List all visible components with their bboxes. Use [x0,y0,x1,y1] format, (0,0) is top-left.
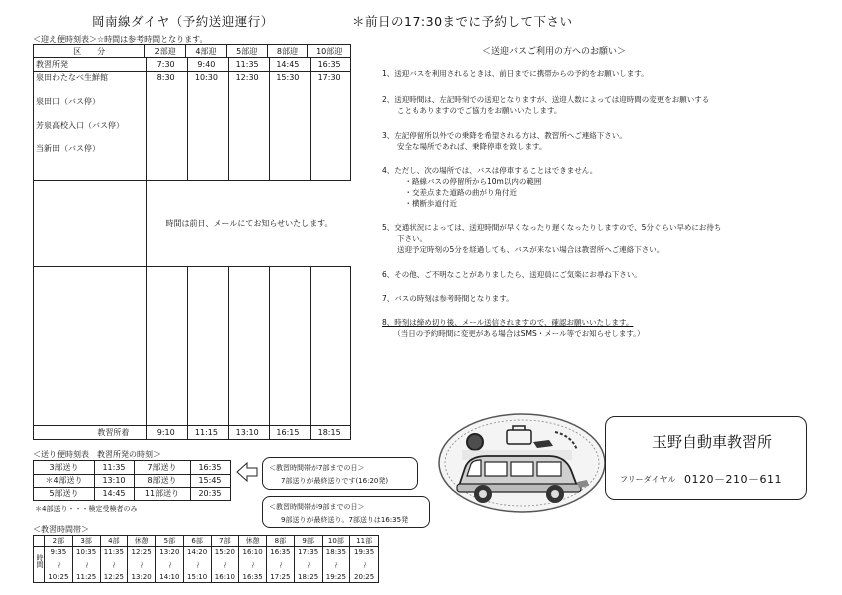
drop-time: 16:35 [198,463,222,473]
drop-label: ＊4部送り [45,476,83,486]
pickup-time: 11:35 [235,60,259,69]
period-dash: 〜 [304,561,313,568]
phone-number[interactable]: 0120－210－611 [684,473,782,486]
period-time-cell [45,547,73,582]
notice-item: 2、送迎時間は、左記時刻での送迎となりますが、送迎人数によっては迎時間の変更をお願いする こともありますのでご協力をお願いいたします。 [382,95,710,115]
period-start: 11:35 [103,548,124,556]
drop-timetable [33,460,231,501]
period-dash: 〜 [276,561,285,568]
arrival-time: 18:15 [317,428,341,437]
period-time-cell [267,547,295,582]
pickup-caption: ＜迎え便時刻表＞☆時間は参考時間となります。 [33,35,208,44]
period-caption: ＜教習時間帯＞ [33,525,89,534]
period-label: 8部 [267,536,295,546]
period-label: 3部 [73,536,101,546]
period-end: 16:35 [242,573,263,581]
arrival-row [34,426,350,439]
pickup-row [34,58,350,71]
notice-item: 5、交通状況によっては、送迎時間が早くなったり遅くなったりしますので、5分ぐらい早めにお待ち 下さい。 送迎予定時刻の5分を経過しても、バスが来ない場合は教習所へご連絡下さい。 [382,223,722,254]
period-time-cell [73,547,101,582]
period-start: 12:25 [131,548,152,556]
drop-time: 14:45 [102,489,126,499]
period-end: 17:25 [270,573,291,581]
drop-label: 7部送り [147,463,177,473]
drop-label: 8部送り [147,476,177,486]
callout-9-period: ＜教習時間帯が9部までの日＞ 9部送りが最終送り。7部送りは16:35発 [262,496,430,528]
period-time-cell [295,547,323,582]
period-time-cell [212,547,240,582]
arrival-time: 9:10 [156,428,175,437]
period-dash: 〜 [193,561,202,568]
period-dash: 〜 [360,561,369,568]
period-start: 18:35 [325,548,346,556]
time-notice-cell [147,181,351,266]
period-dash: 〜 [248,561,257,568]
period-time-cell [128,547,156,582]
period-label: 10部 [323,536,351,546]
arrival-time: 16:15 [276,428,300,437]
period-dash: 〜 [82,561,91,568]
period-start: 19:35 [354,548,375,556]
pickup-header-period: 8部迎 [268,45,309,57]
period-time-cell [323,547,351,582]
page-title: 岡南線ダイヤ（予約送迎運行） [92,14,274,29]
stop-name: 泉田わたなべ生鮮館 [36,73,108,82]
period-end: 10:25 [48,573,69,581]
drop-row [34,487,230,500]
period-side-label: 時間 [36,554,44,568]
notice-item: 8、時刻は締め切り後、メール送信されますので、確認お願いいたします。 （当日の予約時間に変更がある場合はSMS・メール等でお知らせします。） [382,318,645,338]
period-start: 15:20 [214,548,235,556]
period-end: 11:25 [76,573,97,581]
period-start: 14:20 [187,548,208,556]
notice-item: 7、バスの時刻は参考時間となります。 [382,294,514,303]
pickup-timetable [33,44,351,440]
period-label: 休憩 [239,536,267,546]
pickup-time: 12:30 [235,73,259,82]
period-time-cell [101,547,129,582]
period-time-cell [350,547,378,582]
pickup-header-period: 4部迎 [186,45,227,57]
period-header-row [34,536,378,547]
period-end: 15:10 [187,573,208,581]
arrival-label: 教習所着 [97,428,130,437]
pickup-header-period: 2部迎 [145,45,186,57]
drop-label: 5部送り [49,489,79,499]
drop-caption: ＜送り便時刻表 教習所発の時刻＞ [33,450,161,459]
stop-name: 芳泉高校入口（バス停） [36,121,124,130]
pickup-time: 8:30 [156,73,175,82]
period-start: 10:35 [76,548,97,556]
period-end: 20:25 [354,573,375,581]
period-start: 9:35 [50,548,67,556]
callout-7-period: ＜教習時間帯が7部までの日＞ 7部送りが最終送りです(16:20発) [262,457,418,490]
period-label: 11部 [356,537,373,545]
reservation-deadline-note: ＊前日の17:30までに予約して下さい [352,14,573,29]
drop-time: 20:35 [198,489,222,499]
period-label: 4部 [101,536,129,546]
period-label: 休憩 [128,536,156,546]
period-dash: 〜 [54,561,63,568]
period-times-row [34,547,378,582]
period-dash: 〜 [165,561,174,568]
notice-item: 1、送迎バスを利用されるときは、前日までに携帯からの予約をお願いします。 [382,69,649,78]
period-time-cell [184,547,212,582]
period-start: 13:20 [159,548,180,556]
period-dash: 〜 [220,561,229,568]
drop-row [34,461,230,474]
drop-label: 3部送り [49,463,79,473]
period-end: 18:25 [298,573,319,581]
period-time-cell [239,547,267,582]
pickup-time: 9:40 [197,60,216,69]
pickup-time: 16:35 [317,60,341,69]
period-label: 7部 [212,536,240,546]
pickup-time: 15:30 [276,73,300,82]
pickup-time: 14:45 [276,60,300,69]
period-start: 17:35 [298,548,319,556]
period-dash: 〜 [331,561,340,568]
drop-time: 11:35 [102,463,126,473]
pickup-header-category: 区 分 [34,45,145,57]
phone-label: フリーダイヤル [620,475,676,484]
school-info-box [605,416,807,500]
time-notice: 時間は前日、メールにてお知らせいたします。 [165,219,333,228]
notice-item: 6、その他、ご不明なことがありましたら、送迎員にご気楽にお尋ね下さい。 [382,270,642,279]
period-time-cell [156,547,184,582]
arrow-left-icon [236,462,258,482]
drop-footnote: ＊4部送り・・・検定受検者のみ [35,505,138,513]
school-name: 玉野自動車教習所 [652,433,773,451]
stop-name: 泉田口（バス停） [36,97,100,106]
stop-name: 教習所発 [36,60,68,69]
period-label: 2部 [45,536,73,546]
pickup-row [34,71,350,84]
pickup-time: 17:30 [317,73,341,82]
pickup-time: 10:30 [194,73,218,82]
pickup-time: 7:30 [156,60,175,69]
stop-name: 当新田（バス停） [36,144,100,153]
drop-label: 11部送り [144,489,180,499]
period-start: 16:10 [242,548,263,556]
pickup-header-period: 10部迎 [316,46,343,56]
period-end: 12:25 [103,573,124,581]
period-end: 14:10 [159,573,180,581]
pickup-header-row [34,45,350,58]
notice-title: ＜送迎バスご利用の方へのお願い＞ [482,47,627,57]
period-end: 19:25 [325,573,346,581]
arrival-time: 11:15 [194,428,218,437]
period-dash: 〜 [137,561,146,568]
notice-item: 3、左記停留所以外での乗降を希望される方は、教習所へご連絡下さい。 安全な場所であれば、乗降停車を致します。 [382,131,627,151]
period-start: 16:35 [270,548,291,556]
car-with-luggage-icon [437,412,607,514]
period-label: 9部 [295,536,323,546]
drop-row [34,474,230,487]
period-label: 5部 [156,536,184,546]
pickup-header-period: 5部迎 [227,45,268,57]
period-dash: 〜 [109,561,118,568]
arrival-time: 13:10 [235,428,259,437]
drop-time: 15:45 [198,476,222,486]
period-end: 13:20 [131,573,152,581]
period-table [33,535,379,583]
period-end: 16:10 [214,573,235,581]
period-label: 6部 [184,536,212,546]
drop-time: 13:10 [102,476,126,486]
notice-item: 4、ただし、次の場所では、バスは停車することはできません。 ・路線バスの停留所から10m以内の範囲 ・交差点また道路の曲がり角付近 ・横断歩道付近 [382,166,598,208]
